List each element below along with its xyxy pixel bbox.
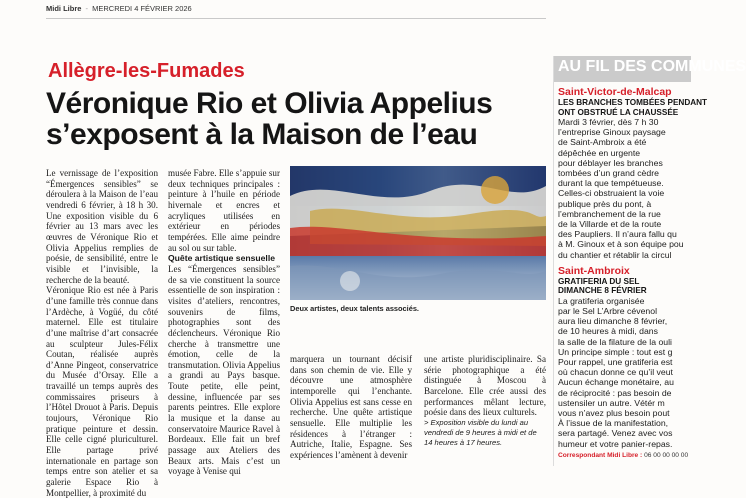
- masthead-date: MERCREDI 4 FÉVRIER 2026: [92, 4, 192, 13]
- brief-line: des Paupliers. Il n’aura fallu qu: [558, 229, 677, 240]
- paragraph: Le vernissage de l’exposition “Émergences sensibles” se déroulera à la Maison de l’eau vendredi 6 février, à 18 h 30. Une exposition visible du 6 février au 13 mars avec les œuvres de Véronique Rio et Olivia Appelius remplies de poésie, de sensibilité, entre le visible et l’invisible, la recherche de la beauté.: [46, 168, 158, 285]
- brief-line: l’entreprise Ginoux paysage: [558, 127, 666, 138]
- brief-line: tombées d’un grand cèdre: [558, 168, 659, 179]
- article-column-4: [424, 354, 546, 448]
- brief-place: Saint-Ambroix: [558, 264, 630, 277]
- brief-place: Saint-Victor-de-Malcap: [558, 86, 672, 98]
- brief-line: à M. Ginoux et à son équipe pou: [558, 239, 684, 250]
- article-column-2: [168, 168, 280, 477]
- brief-line: du chantier et rétablir la circul: [558, 249, 672, 260]
- sidebar-title: AU FIL DES COMMUNES: [558, 58, 746, 75]
- brief-line: de la Villarde et de la route: [558, 219, 662, 230]
- brief-line: sera partagé. Venez avec vos: [558, 428, 673, 439]
- brief-line: Mardi 3 février, dès 7 h 30: [558, 117, 659, 127]
- article-photo: [290, 166, 546, 300]
- masthead: [46, 4, 192, 16]
- brief-line: par le Sel L’Arbre cévenol: [558, 306, 657, 317]
- brief-line: La gratiferia organisée: [558, 295, 645, 306]
- sidebar-body: [558, 86, 708, 460]
- brief-line: Pour rappel, une gratiferia est: [558, 357, 673, 368]
- brief-line: aura lieu dimanche 8 février,: [558, 316, 668, 327]
- article-headline: Véronique Rio et Olivia Appelius s’exposent à la Maison de l’eau: [46, 87, 493, 151]
- brief-heading: GRATIFERIA DU SEL: [558, 276, 640, 286]
- brief-line: de Saint-Ambroix a été: [558, 137, 647, 148]
- article-column-1: [46, 168, 158, 498]
- brief-line: publique près du pont, à: [558, 198, 652, 209]
- brief-line: vous n’avez plus besoin pout: [558, 408, 670, 419]
- brief-line: Aucun échange monétaire, au: [558, 377, 674, 388]
- masthead-separator: -: [85, 4, 89, 13]
- brief-line: de 10 heures à midi, dans: [558, 326, 658, 337]
- brief-heading: LES BRANCHES TOMBÉES PENDANT: [558, 98, 708, 107]
- photo-caption: Deux artistes, deux talents associés.: [290, 304, 419, 313]
- brief-line: Celles-ci obstruaient la voie: [558, 188, 665, 199]
- paragraph: une artiste pluridisciplinaire. Sa série photographique a été distinguée à Moscou à Barcelone. Elle crée aussi des performances mêlant lecture, poésie dans des lieux culturels.: [424, 354, 546, 418]
- article-column-3: [290, 354, 412, 461]
- correspondent-signature: [558, 451, 691, 460]
- abstract-painting-image: [290, 166, 546, 300]
- brief-line: Un principe simple : tout est g: [558, 346, 673, 357]
- header-rule: [46, 18, 546, 19]
- paragraph: Les “Émergences sensibles” de sa vie constituent la source essentielle de son inspiration : visites d’ateliers, rencontres, souvenirs de films, photographies sont des déclencheurs. Véronique Rio cherche à transmettre une émotion, celle de la transmutation. Olivia Appelius a grandi au Pays basque. Toute petite, elle peint, dessine, influencée par ses parents peintres. Elle explore la musique et la danse au conservatoire Maurice Ravel à Bordeaux. Elle fait un bref passage aux Ateliers des Beaux arts. Mais c’est un voyage à Venise qui: [168, 263, 280, 477]
- brief-line: de réciprocité : pas besoin de: [558, 387, 672, 398]
- paragraph: Véronique Rio est née à Paris d’une famille très connue dans l’Ardèche, à Vogüé, du côté maternel. Elle est titulaire d’une maîtrise d’art consacrée au sculpteur Jules-Félix Coutan, réalisée auprès d’Anne Pingeot, conservatrice du Musée d’Orsay. Elle a travaillé un temps auprès des commissaires priseurs à l’Hôtel Drouot à Paris. Depuis toujours, Véronique Rio pratique peinture et dessin. Elle celle cigné pluriculturel. Elle partage privé internationale en partage son temps entre son atelier et sa galerie Espace Rio à Montpellier, à proximité du: [46, 285, 158, 498]
- brief-line: où chacun donne ce qu’il veut: [558, 367, 673, 378]
- brief-line: l’embranchement de la rue: [558, 208, 661, 219]
- brief-line: pour déblayer les branches: [558, 157, 663, 168]
- brief-line: À l’issue de la manifestation,: [558, 418, 669, 429]
- brief-line: la salle de la filature de la ouli: [558, 336, 672, 347]
- brief-line: ustensiler un autre. Vétér m: [558, 397, 665, 408]
- sidebar-briefs: [553, 56, 746, 466]
- brief-heading: DIMANCHE 8 FÉVRIER: [558, 286, 647, 296]
- brief-heading: ONT OBSTRUÉ LA CHAUSSÉE: [558, 107, 679, 117]
- brief-line: humeur et votre panier-repas.: [558, 438, 673, 449]
- signature-label: Correspondant Midi Libre :: [558, 451, 643, 459]
- article-subhead: Quête artistique sensuelle: [168, 253, 275, 264]
- paragraph: marquera un tournant décisif dans son chemin de vie. Elle y découvre une atmosphère intemporelle qui l’enchante. Olivia Appelius est sans cesse en recherche. Une quête artistique sensuelle. Elle multiplie les résidences à l’étranger : Autriche, Italie, Espagne. Ses expériences l’amènent à devenir: [290, 354, 412, 460]
- exhibition-hours-note: > Exposition visible du lundi au vendredi de 9 heures à midi et de 14 heures à 17 heures.: [424, 417, 537, 447]
- brief-line: durant la que tempétueuse.: [558, 178, 664, 189]
- brief-line: dépêchée en urgente: [558, 147, 641, 158]
- brand-name: Midi Libre: [46, 4, 82, 13]
- signature-text: 06 00 00 00 00: [644, 451, 689, 459]
- article-kicker: Allègre-les-Fumades: [48, 60, 245, 82]
- paragraph: musée Fabre. Elle s’appuie sur deux techniques principales : peinture à l’huile en période hivernale et encres et acryliques utilisées en extérieur en périodes tempérées. Elle aime peindre au sol ou sur table.: [168, 168, 280, 253]
